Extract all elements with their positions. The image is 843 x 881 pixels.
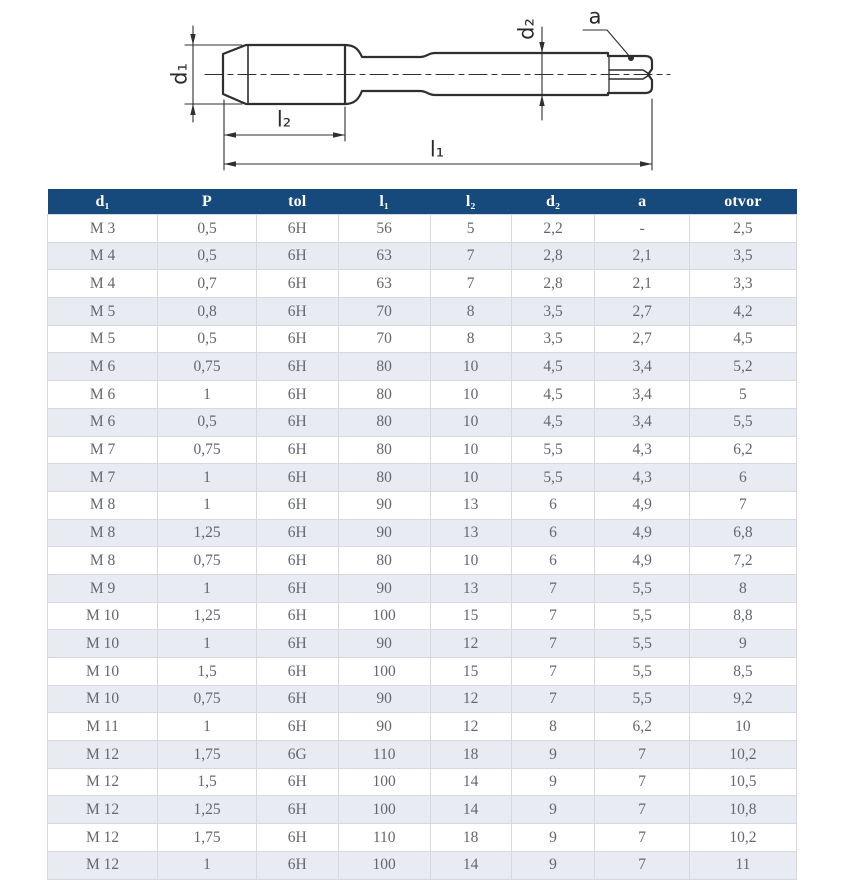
table-cell: 6H — [256, 851, 338, 879]
table-cell: 1,25 — [158, 519, 257, 547]
table-cell: 9 — [511, 768, 595, 796]
table-cell: 12 — [430, 685, 511, 713]
table-cell: M 5 — [48, 325, 158, 353]
table-cell: 2,1 — [595, 270, 689, 298]
table-cell: M 12 — [48, 796, 158, 824]
table-cell: M 10 — [48, 658, 158, 686]
table-row — [48, 768, 797, 796]
table-cell: 6H — [256, 630, 338, 658]
table-cell: 0,75 — [158, 436, 257, 464]
table-cell: M 4 — [48, 242, 158, 270]
table-cell: M 10 — [48, 685, 158, 713]
table-row — [48, 519, 797, 547]
table-cell: 5,5 — [511, 464, 595, 492]
table-cell: 5 — [430, 215, 511, 243]
dim-label-d1: d₁ — [167, 63, 192, 85]
table-cell: 1 — [158, 851, 257, 879]
table-cell: 12 — [430, 713, 511, 741]
table-cell: 6H — [256, 491, 338, 519]
table-cell: 10,2 — [689, 824, 796, 852]
table-cell: M 12 — [48, 741, 158, 769]
table-cell: 90 — [338, 491, 430, 519]
table-cell: 80 — [338, 381, 430, 409]
table-row — [48, 491, 797, 519]
table-cell: 63 — [338, 242, 430, 270]
table-cell: 2,7 — [595, 298, 689, 326]
table-cell: 10 — [430, 381, 511, 409]
table-cell: 9 — [511, 796, 595, 824]
table-cell: 2,2 — [511, 215, 595, 243]
table-cell: 4,5 — [689, 325, 796, 353]
table-cell: 6,8 — [689, 519, 796, 547]
table-row — [48, 381, 797, 409]
table-row — [48, 658, 797, 686]
table-cell: 14 — [430, 768, 511, 796]
table-cell: 6H — [256, 381, 338, 409]
table-row — [48, 270, 797, 298]
table-cell: 9 — [511, 824, 595, 852]
table-cell: 7 — [595, 824, 689, 852]
table-cell: 13 — [430, 491, 511, 519]
table-cell: 100 — [338, 602, 430, 630]
table-cell: 2,7 — [595, 325, 689, 353]
table-cell: 2,8 — [511, 270, 595, 298]
table-cell: 0,5 — [158, 242, 257, 270]
table-cell: 6H — [256, 325, 338, 353]
table-cell: 7 — [511, 574, 595, 602]
table-cell: 6 — [511, 491, 595, 519]
table-cell: 5,5 — [595, 630, 689, 658]
table-cell: 90 — [338, 630, 430, 658]
table-cell: 8 — [430, 325, 511, 353]
table-cell: 6 — [511, 547, 595, 575]
table-cell: M 5 — [48, 298, 158, 326]
table-cell: 6H — [256, 768, 338, 796]
table-cell: 10,2 — [689, 741, 796, 769]
table-cell: 1 — [158, 464, 257, 492]
table-cell: M 12 — [48, 824, 158, 852]
table-row — [48, 353, 797, 381]
table-cell: 15 — [430, 602, 511, 630]
table-cell: 12 — [430, 630, 511, 658]
table-row — [48, 547, 797, 575]
table-cell: 4,9 — [595, 547, 689, 575]
table-cell: M 8 — [48, 547, 158, 575]
table-cell: M 10 — [48, 602, 158, 630]
table-cell: M 8 — [48, 519, 158, 547]
table-row — [48, 242, 797, 270]
table-body — [48, 215, 797, 880]
table-cell: 3,5 — [689, 242, 796, 270]
table-cell: 7 — [595, 768, 689, 796]
table-cell: 10,8 — [689, 796, 796, 824]
table-row — [48, 685, 797, 713]
table-cell: 7 — [595, 796, 689, 824]
table-cell: M 12 — [48, 768, 158, 796]
table-cell: 1,5 — [158, 658, 257, 686]
table-row — [48, 741, 797, 769]
table-cell: 2,1 — [595, 242, 689, 270]
table-cell: 8 — [689, 574, 796, 602]
header-cell: d₁ — [48, 189, 158, 215]
table-cell: 5,5 — [595, 574, 689, 602]
table-cell: M 10 — [48, 630, 158, 658]
table-cell: 7 — [511, 602, 595, 630]
table-cell: M 12 — [48, 851, 158, 879]
table-cell: 100 — [338, 768, 430, 796]
table-cell: 7 — [595, 741, 689, 769]
table-cell: 90 — [338, 713, 430, 741]
table-cell: 10 — [430, 547, 511, 575]
table-cell: 9 — [511, 741, 595, 769]
table-cell: 10,5 — [689, 768, 796, 796]
table-row — [48, 602, 797, 630]
table-cell: 0,5 — [158, 408, 257, 436]
header-cell: tol — [256, 189, 338, 215]
table-cell: 6H — [256, 298, 338, 326]
table-cell: 4,5 — [511, 381, 595, 409]
dim-label-d2: d₂ — [514, 18, 539, 40]
table-cell: 4,3 — [595, 436, 689, 464]
table-cell: M 7 — [48, 436, 158, 464]
table-cell: 1,75 — [158, 741, 257, 769]
table-cell: 70 — [338, 325, 430, 353]
table-cell: 0,75 — [158, 685, 257, 713]
table-cell: 1 — [158, 491, 257, 519]
table-cell: 9,2 — [689, 685, 796, 713]
table-cell: 6H — [256, 547, 338, 575]
table-cell: 110 — [338, 741, 430, 769]
table-cell: 9 — [689, 630, 796, 658]
dim-label-l1: l₁ — [429, 137, 445, 162]
table-cell: M 9 — [48, 574, 158, 602]
table-row — [48, 298, 797, 326]
header-cell: l₂ — [430, 189, 511, 215]
table-cell: 6H — [256, 408, 338, 436]
table-cell: 90 — [338, 574, 430, 602]
table-cell: 7 — [511, 685, 595, 713]
table-cell: 7 — [511, 630, 595, 658]
table-cell: 80 — [338, 547, 430, 575]
table-cell: 5,5 — [595, 658, 689, 686]
table-cell: 6 — [511, 519, 595, 547]
header-cell: a — [595, 189, 689, 215]
table-cell: 1 — [158, 630, 257, 658]
table-cell: 90 — [338, 519, 430, 547]
table-cell: 6H — [256, 574, 338, 602]
table-cell: 3,3 — [689, 270, 796, 298]
table-cell: 6H — [256, 353, 338, 381]
table-cell: 3,5 — [511, 325, 595, 353]
table-cell: 4,3 — [595, 464, 689, 492]
table-cell: 15 — [430, 658, 511, 686]
tap-outline-svg — [0, 0, 843, 189]
table-row — [48, 464, 797, 492]
table-cell: 6,2 — [595, 713, 689, 741]
table-cell: 1 — [158, 381, 257, 409]
table-cell: 3,4 — [595, 381, 689, 409]
table-cell: 6H — [256, 436, 338, 464]
table-cell: 8 — [430, 298, 511, 326]
table-cell: 1,75 — [158, 824, 257, 852]
table-cell: 7 — [511, 658, 595, 686]
table-cell: 8,8 — [689, 602, 796, 630]
table-row — [48, 215, 797, 243]
table-row — [48, 824, 797, 852]
table-cell: 2,5 — [689, 215, 796, 243]
table-cell: 6H — [256, 464, 338, 492]
table-cell: M 6 — [48, 381, 158, 409]
table-cell: 100 — [338, 658, 430, 686]
table-row — [48, 851, 797, 879]
table-cell: 80 — [338, 436, 430, 464]
table-cell: 1 — [158, 713, 257, 741]
table-cell: 6H — [256, 215, 338, 243]
table-cell: 6H — [256, 713, 338, 741]
spec-table — [47, 189, 797, 880]
table-cell: 4,2 — [689, 298, 796, 326]
table-cell: 10 — [430, 464, 511, 492]
header-cell: d₂ — [511, 189, 595, 215]
table-cell: 11 — [689, 851, 796, 879]
table-cell: 110 — [338, 824, 430, 852]
table-cell: 3,5 — [511, 298, 595, 326]
table-cell: 8,5 — [689, 658, 796, 686]
table-cell: 6H — [256, 270, 338, 298]
table-cell: 4,5 — [511, 408, 595, 436]
table-cell: 10 — [430, 408, 511, 436]
table-row — [48, 408, 797, 436]
table-cell: 7,2 — [689, 547, 796, 575]
table-cell: 14 — [430, 796, 511, 824]
table-header-row — [48, 189, 797, 215]
table-row — [48, 325, 797, 353]
table-cell: 5,5 — [511, 436, 595, 464]
table-cell: 9 — [511, 851, 595, 879]
table-cell: 14 — [430, 851, 511, 879]
table-cell: 80 — [338, 408, 430, 436]
table-cell: 1,5 — [158, 768, 257, 796]
table-cell: 70 — [338, 298, 430, 326]
dim-label-l2: l₂ — [276, 107, 292, 132]
table-cell: 7 — [595, 851, 689, 879]
table-cell: 7 — [430, 270, 511, 298]
table-cell: 4,9 — [595, 519, 689, 547]
dim-label-a: a — [588, 4, 602, 29]
table-cell: - — [595, 215, 689, 243]
table-cell: M 7 — [48, 464, 158, 492]
table-cell: 3,4 — [595, 353, 689, 381]
table-row — [48, 630, 797, 658]
table-cell: M 11 — [48, 713, 158, 741]
tap-technical-drawing — [0, 0, 843, 189]
table-row — [48, 436, 797, 464]
table-cell: 13 — [430, 574, 511, 602]
table-cell: M 4 — [48, 270, 158, 298]
table-row — [48, 796, 797, 824]
table-row — [48, 713, 797, 741]
table-cell: 10 — [689, 713, 796, 741]
table-cell: 13 — [430, 519, 511, 547]
header-cell: P — [158, 189, 257, 215]
table-cell: 5,2 — [689, 353, 796, 381]
table-cell: 10 — [430, 353, 511, 381]
table-row — [48, 574, 797, 602]
table-cell: 5 — [689, 381, 796, 409]
table-cell: 10 — [430, 436, 511, 464]
table-cell: 5,5 — [689, 408, 796, 436]
table-cell: 18 — [430, 824, 511, 852]
table-cell: 1,25 — [158, 602, 257, 630]
table-cell: M 6 — [48, 408, 158, 436]
table-cell: 6G — [256, 741, 338, 769]
table-cell: 6H — [256, 796, 338, 824]
table-cell: 2,8 — [511, 242, 595, 270]
table-cell: 6H — [256, 242, 338, 270]
table-cell: 6H — [256, 658, 338, 686]
table-cell: 6H — [256, 824, 338, 852]
table-cell: 0,75 — [158, 353, 257, 381]
table-cell: 1 — [158, 574, 257, 602]
table-cell: 7 — [689, 491, 796, 519]
table-cell: 80 — [338, 464, 430, 492]
table-cell: 0,8 — [158, 298, 257, 326]
header-cell: l₁ — [338, 189, 430, 215]
table-cell: 0,5 — [158, 215, 257, 243]
table-cell: 6H — [256, 602, 338, 630]
table-cell: 0,7 — [158, 270, 257, 298]
table-cell: 6,2 — [689, 436, 796, 464]
table-cell: 56 — [338, 215, 430, 243]
table-cell: 100 — [338, 851, 430, 879]
table-cell: 4,5 — [511, 353, 595, 381]
header-cell: otvor — [689, 189, 796, 215]
table-cell: 6 — [689, 464, 796, 492]
table-cell: 6H — [256, 685, 338, 713]
table-cell: 1,25 — [158, 796, 257, 824]
table-cell: 5,5 — [595, 602, 689, 630]
table-cell: 8 — [511, 713, 595, 741]
table-cell: 90 — [338, 685, 430, 713]
table-cell: 3,4 — [595, 408, 689, 436]
table-cell: 80 — [338, 353, 430, 381]
table-cell: M 8 — [48, 491, 158, 519]
table-cell: 4,9 — [595, 491, 689, 519]
table-cell: 6H — [256, 519, 338, 547]
table-cell: 5,5 — [595, 685, 689, 713]
table-cell: 63 — [338, 270, 430, 298]
table-cell: 7 — [430, 242, 511, 270]
table-cell: M 6 — [48, 353, 158, 381]
table-cell: 18 — [430, 741, 511, 769]
table-cell: 0,75 — [158, 547, 257, 575]
table-cell: M 3 — [48, 215, 158, 243]
table-cell: 100 — [338, 796, 430, 824]
table-cell: 0,5 — [158, 325, 257, 353]
